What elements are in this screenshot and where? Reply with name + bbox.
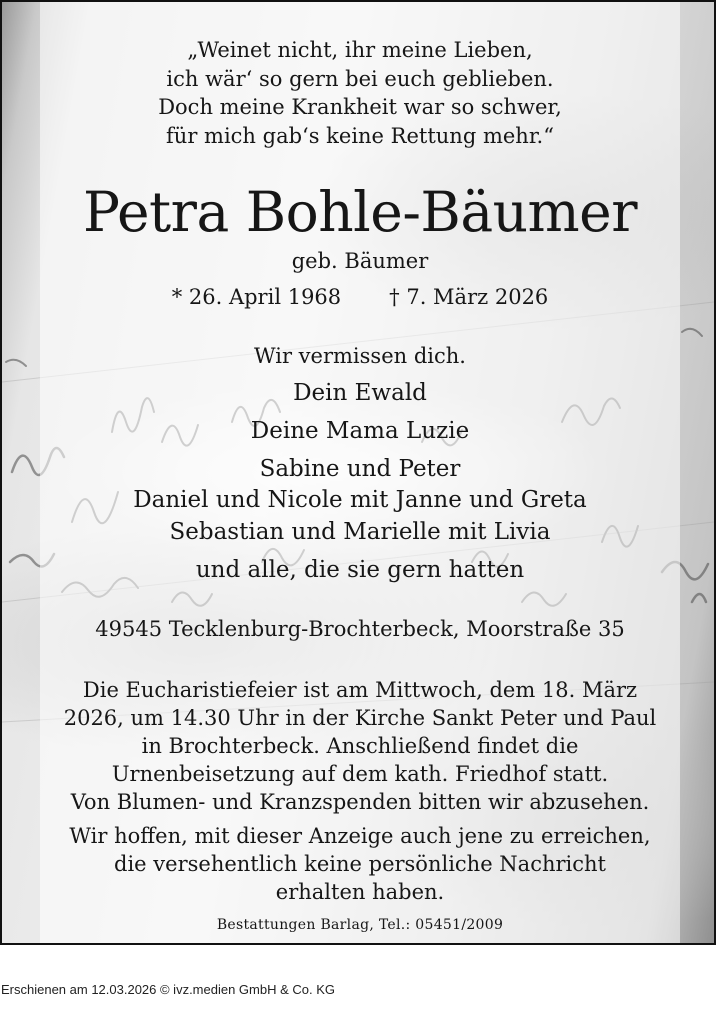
service-line: Die Eucharistiefeier ist am Mittwoch, dem 18. März: [82, 678, 638, 702]
mourner-line: Sebastian und Marielle mit Livia: [169, 519, 551, 545]
poem-line: Doch meine Krankheit war so schwer,: [158, 95, 562, 119]
service-line: Urnenbeisetzung auf dem kath. Friedhof statt.: [111, 762, 609, 786]
poem-line: ich wär‘ so gern bei euch geblieben.: [166, 66, 554, 91]
service-info: [40, 676, 680, 816]
mourner-line: Daniel und Nicole mit Janne und Greta: [133, 487, 587, 513]
service-line: Von Blumen- und Kranzspenden bitten wir abzusehen.: [70, 790, 650, 814]
publication-footer: Erschienen am 12.03.2026 © ivz.medien GmbH & Co. KG: [1, 982, 336, 997]
undertaker-contact: Bestattungen Barlag, Tel.: 05451/2009: [216, 917, 504, 933]
note-line: Wir hoffen, mit dieser Anzeige auch jene zu erreichen,: [69, 824, 651, 848]
poem: [40, 36, 680, 150]
mourner-line: Dein Ewald: [293, 380, 427, 406]
deceased-name: Petra Bohle-Bäumer: [82, 180, 638, 244]
service-line: in Brochterbeck. Anschließend findet die: [141, 734, 579, 758]
miss-line: Wir vermissen dich.: [254, 344, 466, 368]
death-date: † 7. März 2026: [389, 285, 549, 309]
notice-content: [40, 2, 680, 943]
mourner-line: und alle, die sie gern hatten: [195, 557, 525, 583]
mourner-line: Deine Mama Luzie: [250, 418, 470, 444]
life-dates: [40, 282, 680, 312]
closing-note: [40, 822, 680, 906]
poem-line: „Weinet nicht, ihr meine Lieben,: [187, 38, 533, 62]
service-line: 2026, um 14.30 Uhr in der Kirche Sankt Peter und Paul: [63, 706, 657, 730]
mourner-line: Sabine und Peter: [259, 456, 461, 482]
birth-date: * 26. April 1968: [171, 285, 342, 309]
poem-line: für mich gab‘s keine Rettung mehr.“: [166, 123, 554, 148]
birth-name: geb. Bäumer: [291, 249, 429, 273]
note-line: die versehentlich keine persönliche Nachricht: [114, 852, 606, 876]
note-line: erhalten haben.: [275, 880, 445, 904]
address: 49545 Tecklenburg-Brochterbeck, Moorstraße 35: [95, 617, 625, 641]
